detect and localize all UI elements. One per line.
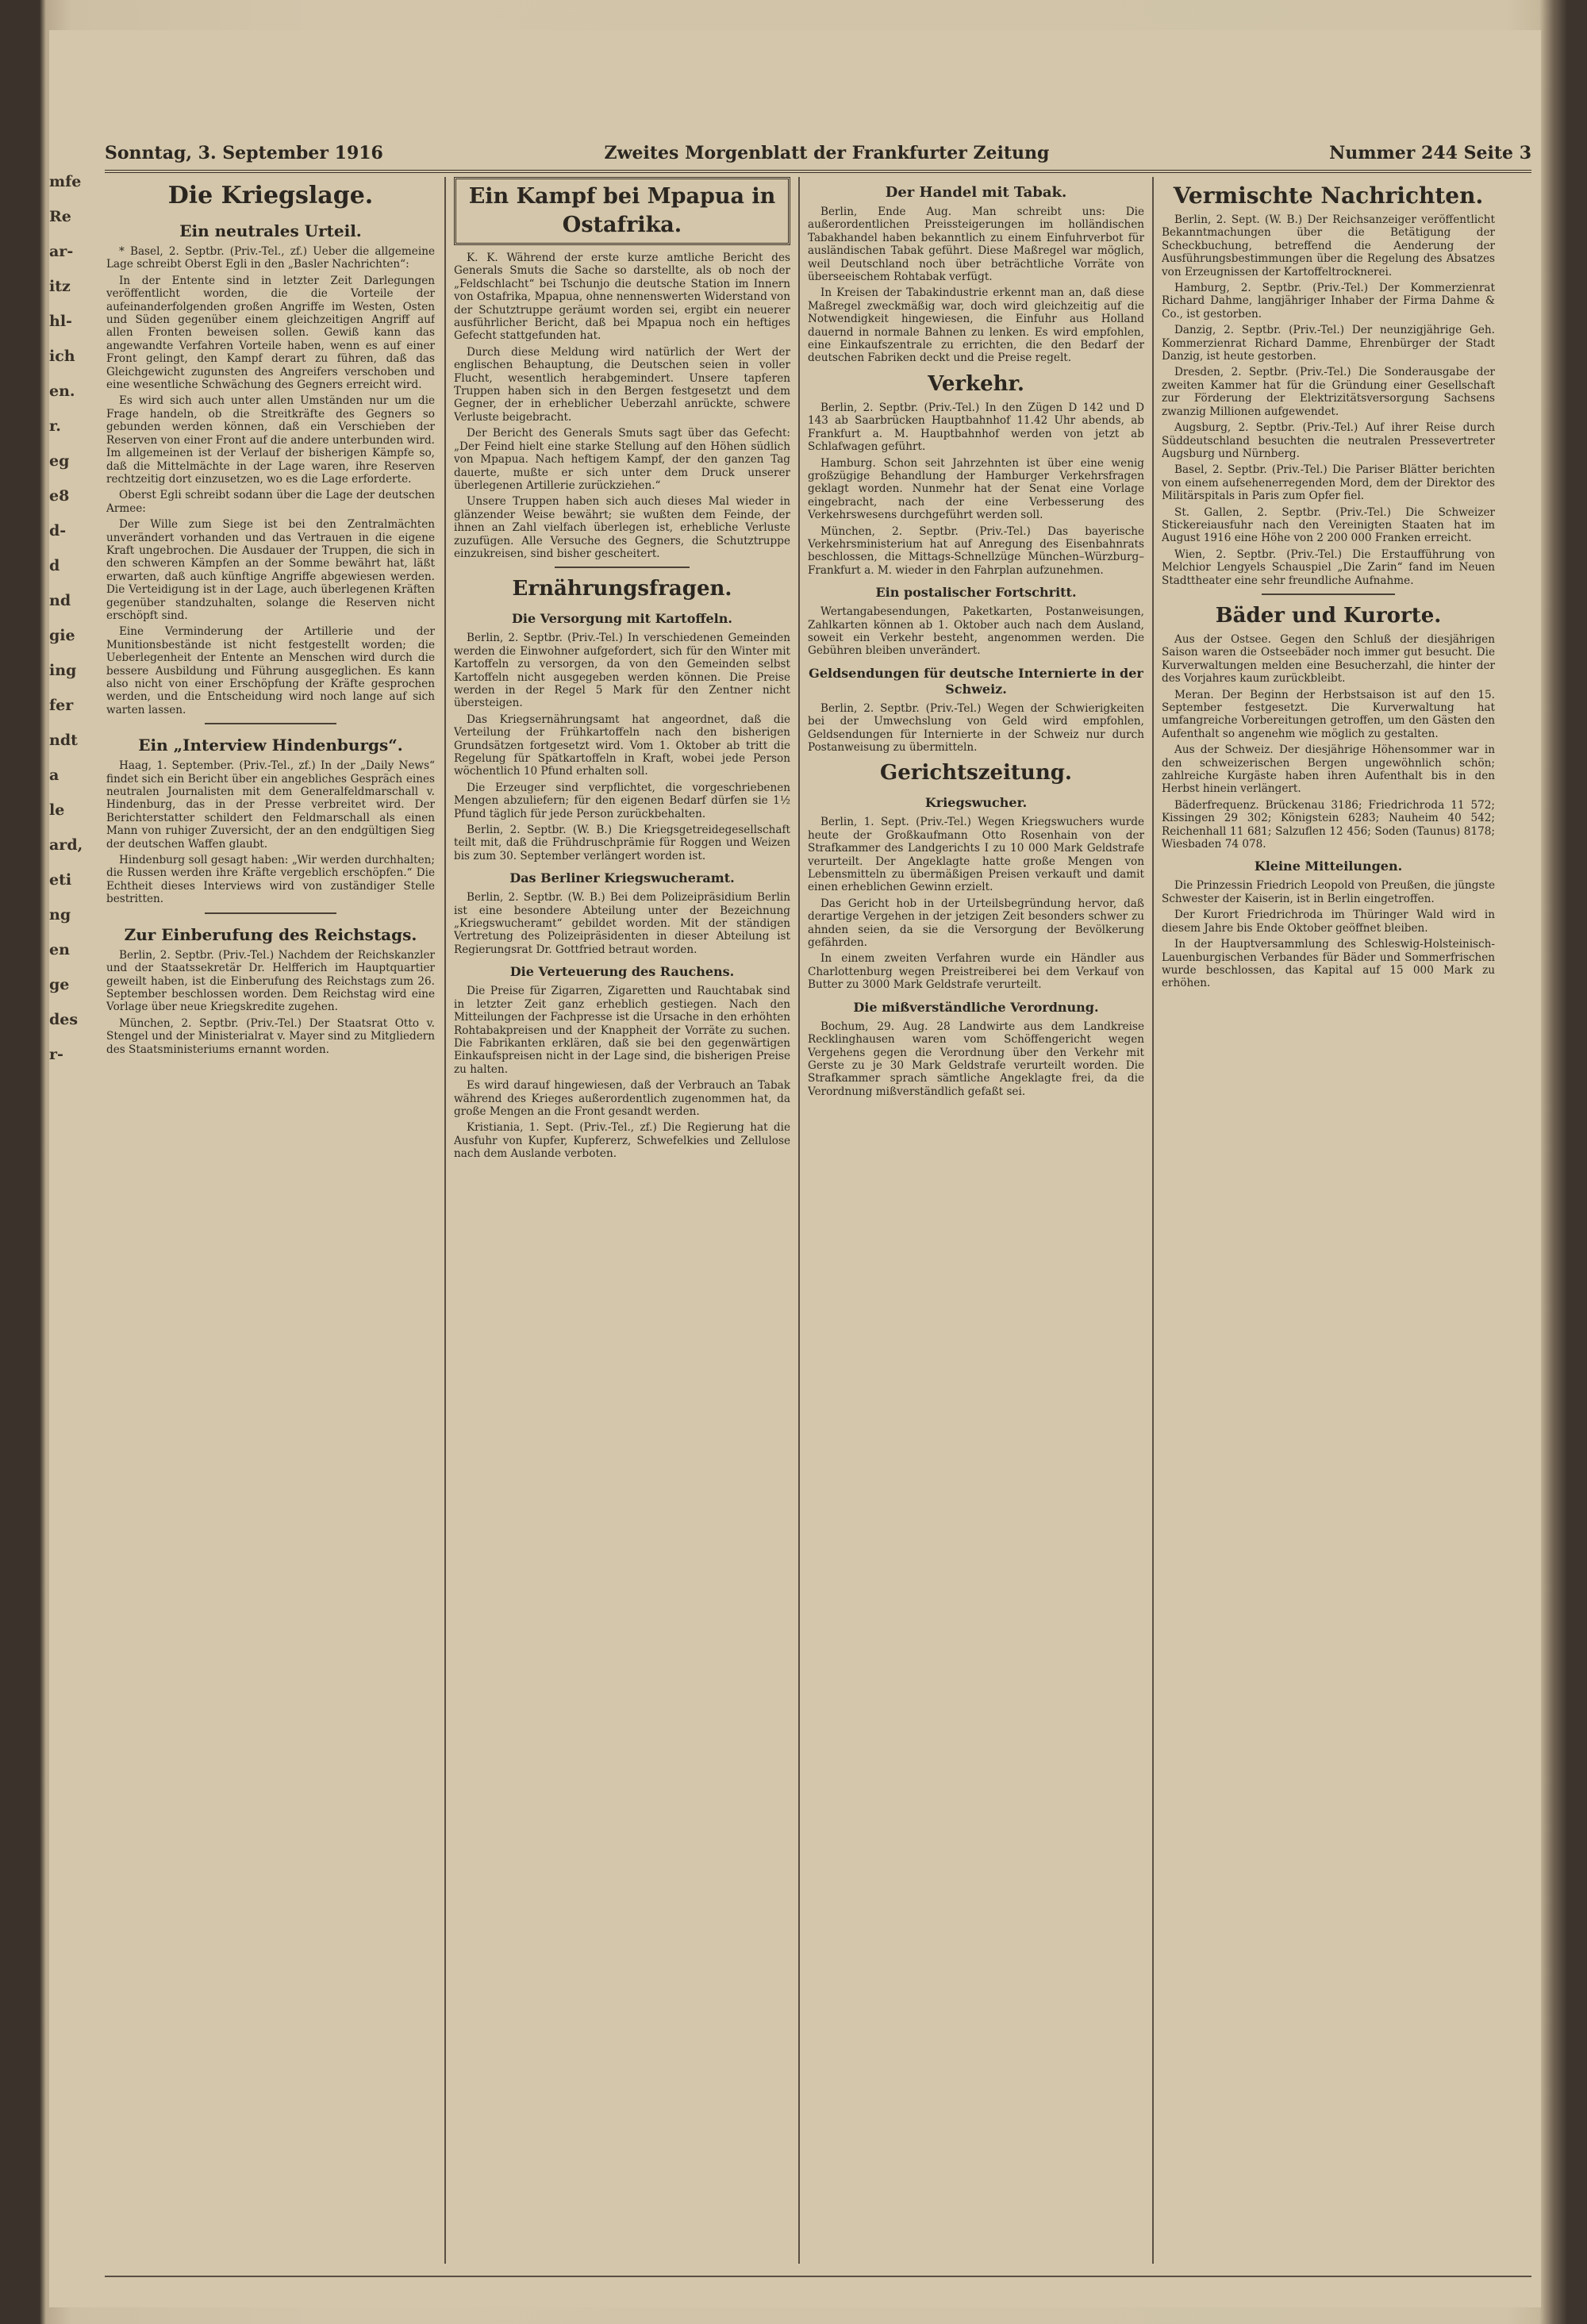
paragraph: Der Kurort Friedrichroda im Thüringer Wald wird in diesem Jahre bis Ende Oktober geöffnet bleiben. [1162,908,1495,935]
article-body [454,891,790,956]
article-headline: Die Versorgung mit Kartoffeln. [512,611,732,627]
paragraph: Danzig, 2. Septbr. (Priv.-Tel.) Der neunzigjährige Geh. Kommerzienrat Richard Damme, Ehrenbürger der Stadt Danzig, ist heute gestorben. [1162,324,1495,363]
bottom-rule [105,2276,1531,2277]
paragraph: Der Bericht des Generals Smuts sagt über das Gefecht: „Der Feind hielt eine starke Stellung auf den Höhen südlich von Mpapua. Nach heftigem Kampf, der den ganzen Tag dauerte, mußte er sich unter dem Druck unserer überlegenen Artillerie zurückziehen.“ [454,427,790,492]
margin-fragment: ge [49,976,70,993]
margin-fragment: eg [49,452,70,470]
article-headline: Der Handel mit Tabak. [885,184,1067,201]
left-margin-fragments [49,173,90,2157]
article-subheadline: Kriegswucher. [924,795,1028,811]
paragraph: Berlin, Ende Aug. Man schreibt uns: Die außerordentlichen Preissteigerungen im holländischen Tabakhandel haben bekanntlich zu einem Einfuhrverbot für ausländischen Tabak geführt. Diese Maßregel war möglich, weil Deutschland noch über beträchtliche Vorräte von überseeischem Rohtabak verfügt. [808,206,1144,284]
article-body [454,985,790,1160]
issue-date: Sonntag, 3. September 1916 [105,143,383,163]
paragraph: Eine Verminderung der Artillerie und der Munitionsbestände ist nicht festgestellt worden; die Ueberlegenheit der Entente an Menschen wird durch die bessere Ausbildung und Führung ausgeglichen. Es kann also nicht von einer Erschöpfung der Kräfte gesprochen werden, und die Entscheidung wird noch lange auf sich warten lassen. [106,625,435,716]
article-headline: Ein „Interview Hindenburgs“. [138,736,403,755]
margin-fragment: Re [49,208,71,225]
margin-fragment: le [49,801,65,819]
article-subheadline: Ein neutrales Urteil. [179,221,362,240]
article-body [1162,633,1495,851]
separator [555,567,690,568]
margin-fragment: ing [49,662,77,679]
paragraph: Berlin, 2. Septbr. (Priv.-Tel.) Wegen der Schwierigkeiten bei der Umwechslung von Geld wird empfohlen, Geldsendungen für Internierte in der Schweiz nur durch Postanweisung zu übermitteln. [808,701,1144,754]
paragraph: Es wird sich auch unter allen Umständen nur um die Frage handeln, ob die Streitkräfte des Gegners so gebunden werden können, daß ein Verschieben der Reserven von einer Front auf die andere unterbunden wird. Im allgemeinen ist der Verlauf der bisherigen Kämpfe so, daß die Mittelmächte in der Lage waren, ihre Reserven rechtzeitig dort einzusetzen, wo es die Lage erforderte. [106,394,435,486]
column-rule [798,177,800,2264]
paragraph: Es wird darauf hingewiesen, daß der Verbrauch an Tabak während des Krieges außerordentlich zugenommen hat, da große Mengen an die Front gesandt werden. [454,1079,790,1118]
paragraph: Berlin, 2. Septbr. (Priv.-Tel.) Nachdem der Reichskanzler und der Staatssekretär Dr. Helfferich im Hauptquartier geweilt haben, ist die Einberufung des Reichstags zum 26. September beschlossen worden. Dem Reichstag wird eine Vorlage über neue Kriegskredite zugehen. [106,948,435,1014]
column-1 [106,177,435,2272]
paragraph: Berlin, 2. Septbr. (Priv.-Tel.) In den Zügen D 142 und D 143 ab Saarbrücken Hauptbahnhof 11.42 Uhr abends, ab Frankfurt a. M. Hauptbahnhof werden von jetzt ab Schlafwagen geführt. [808,401,1144,454]
paragraph: München, 2. Septbr. (Priv.-Tel.) Der Staatsrat Otto v. Stengel und der Ministerialrat v. Mayer sind zu Mitgliedern des Staatsministeriums ernannt worden. [106,1016,435,1056]
paragraph: Dresden, 2. Septbr. (Priv.-Tel.) Die Sonderausgabe der zweiten Kammer hat für die Gründung einer Gesellschaft zur Förderung der Elektrizitätsversorgung Sachsens zwanzig Millionen aufgewendet. [1162,366,1495,418]
margin-fragment: eti [49,871,72,889]
paragraph: Augsburg, 2. Septbr. (Priv.-Tel.) Auf ihrer Reise durch Süddeutschland besuchten die neutralen Pressevertreter Augsburg und Nürnberg. [1162,421,1495,460]
newspaper-page [49,30,1541,2307]
article-body [454,252,790,560]
column-3 [808,177,1144,2272]
article-body [808,702,1144,755]
margin-fragment: a [49,766,60,784]
paragraph: Berlin, 1. Sept. (Priv.-Tel.) Wegen Kriegswuchers wurde heute der Großkaufmann Otto Rosenhain von der Strafkammer des Landgerichts I zu 10 000 Mark Geldstrafe verurteilt. Der Angeklagte hatte große Mengen von Lebensmitteln zu übermäßigen Preisen verkauft und damit einen erheblichen Gewinn erzielt. [808,816,1144,894]
article-body [1162,879,1495,989]
article-headline: Ein Kampf bei Mpapua in Ostafrika. [468,184,776,237]
article-headline: Ein postalischer Fortschritt. [875,585,1077,601]
margin-fragment: nd [49,592,71,609]
article-body [106,949,435,1056]
article-body [808,605,1144,658]
margin-fragment: mfe [49,173,82,190]
paragraph: Aus der Schweiz. Der diesjährige Höhensommer war in den schweizerischen Bergen ungewöhnlich schön; zahlreiche Kurgäste haben ihren Aufenthalt bis in den Herbst hinein verlängert. [1162,743,1495,796]
margin-fragment: r. [49,417,61,435]
paragraph: Hamburg, 2. Septbr. (Priv.-Tel.) Der Kommerzienrat Richard Dahme, langjähriger Inhaber der Firma Dahme & Co., ist gestorben. [1162,282,1495,321]
paragraph: Basel, 2. Septbr. (Priv.-Tel.) Die Pariser Blätter berichten von einem aufsehenerregenden Mord, dem der Direktor des Militärspitals in Paris zum Opfer fiel. [1162,463,1495,503]
margin-fragment: hl- [49,313,72,330]
article-headline: Zur Einberufung des Reichstags. [124,924,417,944]
paragraph: St. Gallen, 2. Septbr. (Priv.-Tel.) Die Schweizer Stickereiausfuhr nach den Vereinigten Staaten hat im August 1916 eine Höhe von 2 200 000 Franken erreicht. [1162,505,1495,545]
paragraph: Hamburg. Schon seit Jahrzehnten ist über eine wenig großzügige Behandlung der Hamburger Verkehrsfragen geklagt worden. Nunmehr hat der Senat eine Vorlage eingebracht, nach der eine Verbesserung des Verkehrswesens durchgeführt werden soll. [808,456,1144,522]
margin-fragment: itz [49,278,71,295]
section-headline: Verkehr. [928,371,1024,396]
article-headline: Die Verteuerung des Rauchens. [509,964,735,980]
paragraph: Der Wille zum Siege ist bei den Zentralmächten unverändert vorhanden und das Vertrauen in die eigene Kraft ungebrochen. Die Ausdauer der Truppen, die sich in den schweren Kämpfen an der Somme bewährt hat, läßt erwarten, daß auch künftige Angriffe abgewiesen werden. Die Verteidigung ist in der Lage, auch überlegenen Kräften gegenüber standzuhalten, solange die Reserven nicht erschöpft sind. [106,518,435,622]
article-body [808,1020,1144,1098]
boxed-headline [454,177,790,245]
paragraph: Berlin, 2. Sept. (W. B.) Der Reichsanzeiger veröffentlicht Bekanntmachungen über die Betätigung der Scheckbuchung, betreffend die Aenderung der Ausführungsbestimmungen über die Regelung des Absatzes von Erzeugnissen der Kartoffeltrocknerei. [1162,213,1495,278]
publication-title: Zweites Morgenblatt der Frankfurter Zeitung [604,143,1050,163]
masthead-line [105,140,1531,173]
column-rule [444,177,446,2264]
paragraph: Das Kriegsernährungsamt hat angeordnet, daß die Verteilung der Frühkartoffeln nach den bisherigen Grundsätzen fortgesetzt wird. Vom 1. Oktober ab tritt die Regelung für Spätkartoffeln in Kraft, wobei jede Person wöchentlich 10 Pfund erhalten soll. [454,713,790,778]
article-body [808,401,1144,577]
column-2 [454,177,790,2272]
paragraph: Berlin, 2. Septbr. (W. B.) Bei dem Polizeipräsidium Berlin ist eine besondere Abteilung unter der Bezeichnung „Kriegswucheramt“ gebildet worden. Mit der ständigen Vertretung des Polizeipräsidenten in dieser Abteilung ist Regierungsrat Dr. Gottfried betraut worden. [454,891,790,956]
section-headline: Gerichtszeitung. [880,761,1072,786]
paragraph: * Basel, 2. Septbr. (Priv.-Tel., zf.) Ueber die allgemeine Lage schreibt Oberst Egli in den „Basler Nachrichten“: [106,245,435,271]
article-body [106,245,435,716]
paragraph: Bäderfrequenz. Brückenau 3186; Friedrichroda 11 572; Kissingen 29 302; Königstein 6283; Nauheim 40 542; Reichenhall 11 681; Salzuflen 12 456; Soden (Taunus) 8178; Wiesbaden 74 078. [1162,798,1495,851]
margin-fragment: r- [49,1046,63,1063]
column-rule [1152,177,1154,2264]
paragraph: Wertangabesendungen, Paketkarten, Postanweisungen, Zahlkarten können ab 1. Oktober auch nach dem Ausland, soweit ein Verkehr besteht, angenommen werden. Die Gebühren bleiben unverändert. [808,605,1144,658]
margin-fragment: fer [49,697,74,714]
margin-fragment: ich [49,348,75,365]
paragraph: Wien, 2. Septbr. (Priv.-Tel.) Die Erstaufführung von Melchior Lengyels Schauspiel „Die Zarin“ fand im Neuen Stadttheater eine sehr freundliche Aufnahme. [1162,547,1495,587]
margin-fragment: ard, [49,836,83,854]
separator [205,912,336,914]
paragraph: Berlin, 2. Septbr. (W. B.) Die Kriegsgetreidegesellschaft teilt mit, daß die Frühdruschprämie für Roggen und Weizen bis zum 30. September verlängert worden ist. [454,824,790,862]
paragraph: Berlin, 2. Septbr. (Priv.-Tel.) In verschiedenen Gemeinden werden die Einwohner aufgefordert, sich für den Winter mit Kartoffeln zu versorgen, da von den Gemeinden selbst Kartoffeln nicht ausgegeben werden können. Die Preise werden in der Regel 5 Mark für den Zentner nicht übersteigen. [454,632,790,710]
article-headline: Geldsendungen für deutsche Internierte in der Schweiz. [809,665,1143,697]
article-body [454,632,790,862]
issue-number: Nummer 244 Seite 3 [1329,143,1531,163]
paragraph: Durch diese Meldung wird natürlich der Wert der englischen Behauptung, die Deutschen seien in voller Flucht, wesentlich herabgemindert. Unsere tapferen Truppen haben sich in den Bergen festgesetzt und dem Gegner, der in erheblicher Ueberzahl anrückte, schwere Verluste beigebracht. [454,345,790,424]
article-headline: Die Kriegslage. [167,182,374,209]
paragraph: Das Gericht hob in der Urteilsbegründung hervor, daß derartige Vergehen in der jetzigen Zeit besonders schwer zu ahnden seien, da sie die Versorgung der Bevölkerung gefährden. [808,897,1144,950]
section-headline: Bäder und Kurorte. [1215,603,1442,628]
paragraph: K. K. Während der erste kurze amtliche Bericht des Generals Smuts die Sache so darstellte, als ob noch der „Feldschlacht“ bei Tschunjo die deutsche Station im Innern von Ostafrika, Mpapua, ohne nennenswerten Widerstand von der Schutztruppe geräumt worden sei, ergibt ein neuerer ausführlicher Bericht, daß bei Mpapua noch ein heftiges Gefecht stattgefunden hat. [454,252,790,343]
paragraph: Unsere Truppen haben sich auch dieses Mal wieder in glänzender Weise bewährt; sie wußten dem Feinde, der ihnen an Zahl vielfach überlegen ist, erhebliche Verluste zuzufügen. Alle Versuche des Gegners, die Schutztruppe einzukreisen, sind bisher gescheitert. [454,495,790,560]
column-4 [1162,177,1495,2272]
article-body [1162,213,1495,587]
margin-fragment: des [49,1011,79,1028]
article-headline: Die mißverständliche Verordnung. [853,999,1099,1015]
margin-fragment: gie [49,627,75,644]
margin-fragment: ng [49,906,71,924]
margin-fragment: ar- [49,243,74,260]
article-body [808,816,1144,991]
paragraph: In Kreisen der Tabakindustrie erkennt man an, daß diese Maßregel zweckmäßig war, doch wird gleichzeitig auf die Notwendigkeit hingewiesen, die Einfuhr aus Holland dauernd in normale Bahnen zu lenken. Es wird empfohlen, eine Einkaufszentrale zu errichten, die den Bedarf der deutschen Fabriken deckt und die Preise regelt. [808,286,1144,365]
article-body [106,759,435,905]
paragraph: München, 2. Septbr. (Priv.-Tel.) Das bayerische Verkehrsministerium hat auf Anregung des Eisenbahnrats beschlossen, die Mittags-Schnellzüge München–Würzburg–Frankfurt a. M. wieder in den Fahrplan aufzunehmen. [808,524,1144,577]
paragraph: Hindenburg soll gesagt haben: „Wir werden durchhalten; die Russen werden ihre Kräfte vergeblich erschöpfen.“ Die Echtheit dieses Interviews wird von zuständiger Stelle bestritten. [106,854,435,906]
margin-fragment: en [49,941,70,958]
margin-fragment: e8 [49,487,70,505]
paragraph: Die Preise für Zigarren, Zigaretten und Rauchtabak sind in letzter Zeit ganz erheblich gestiegen. Nach den Mitteilungen der Fachpresse ist die Ursache in den erhöhten Rohtabakpreisen und der Knappheit der Vorräte zu suchen. Die Fabrikanten erklären, daß sie bei den gegenwärtigen Einkaufspreisen nicht in der Lage sind, die bisherigen Preise zu halten. [454,985,790,1076]
paragraph: Oberst Egli schreibt sodann über die Lage der deutschen Armee: [106,489,435,515]
paragraph: Bochum, 29. Aug. 28 Landwirte aus dem Landkreise Recklinghausen waren vom Schöffengericht wegen Vergehens gegen die Verordnung über den Verkehr mit Gerste zu je 30 Mark Geldstrafe verurteilt worden. Die Strafkammer sprach sämtliche Angeklagte frei, da die Verordnung mißverständlich gefaßt sei. [808,1020,1144,1098]
paragraph: Die Erzeuger sind verpflichtet, die vorgeschriebenen Mengen abzuliefern; für den eigenen Bedarf dürfen sie 1½ Pfund täglich für jede Person zurückbehalten. [454,781,790,820]
article-headline: Kleine Mitteilungen. [1254,859,1403,874]
paragraph: In der Hauptversammlung des Schleswig-Holsteinisch-Lauenburgischen Verbandes für Bäder und Sommerfrischen wurde beschlossen, das Kapital auf 15 000 Mark zu erhöhen. [1162,938,1495,990]
article-headline: Das Berliner Kriegswucheramt. [509,870,735,886]
separator [205,723,336,724]
margin-fragment: en. [49,382,75,400]
paragraph: Meran. Der Beginn der Herbstsaison ist auf den 15. September festgesetzt. Die Kurverwaltung hat umfangreiche Vorbereitungen getroffen, um den Gästen den Aufenthalt so angenehm wie möglich zu gestalten. [1162,688,1495,740]
paragraph: Die Prinzessin Friedrich Leopold von Preußen, die jüngste Schwester der Kaiserin, ist in Berlin eingetroffen. [1162,879,1495,905]
margin-fragment: d- [49,522,67,540]
article-body [808,206,1144,365]
paragraph: Aus der Ostsee. Gegen den Schluß der diesjährigen Saison waren die Ostseebäder noch immer gut besucht. Die Kurverwaltungen melden eine Besucherzahl, die hinter der des Vorjahres kaum zurückbleibt. [1162,632,1495,686]
margin-fragment: ndt [49,732,78,749]
margin-fragment: d [49,557,60,574]
paragraph: In einem zweiten Verfahren wurde ein Händler aus Charlottenburg wegen Preistreiberei bei dem Verkauf von Butter zu 3000 Mark Geldstrafe verurteilt. [808,952,1144,992]
paragraph: Haag, 1. September. (Priv.-Tel., zf.) In der „Daily News“ findet sich ein Bericht über ein angebliches Gespräch eines neutralen Journalisten mit dem Generalfeldmarschall v. Hindenburg, das in der Presse verbreitet wird. Der Berichterstatter schildert den Feldmarschall als einen Mann von ruhiger Zuversicht, der an den endgültigen Sieg der deutschen Waffen glaubt. [106,759,435,851]
separator [1262,593,1395,595]
paragraph: In der Entente sind in letzter Zeit Darlegungen veröffentlicht worden, die die Vorteile der aufeinanderfolgenden großen Angriffe im Westen, Osten und Süden gegenüber einem gleichzeitigen Angriff auf allen Fronten beweisen sollen. Gewiß kann das angewandte Verfahren Vorteile haben, wenn es auf einer Front gelingt, den Kampf derart zu führen, daß das Gleichgewicht zugunsten des Angreifers verschoben und eine wesentliche Schwächung des Gegners erreicht wird. [106,274,435,392]
paragraph: Kristiania, 1. Sept. (Priv.-Tel., zf.) Die Regierung hat die Ausfuhr von Kupfer, Kupfererz, Schwefelkies und Zellulose nach dem Auslande verboten. [454,1121,790,1161]
section-headline: Ernährungsfragen. [512,577,732,601]
section-headline: Vermischte Nachrichten. [1173,182,1484,209]
